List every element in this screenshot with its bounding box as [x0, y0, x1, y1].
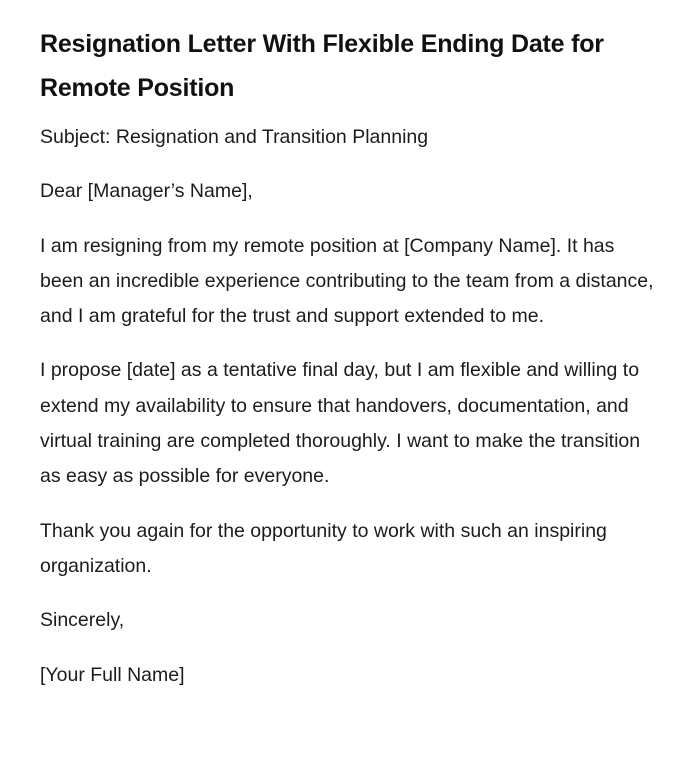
letter-paragraph-1: I am resigning from my remote position at [Company Name]. It has been an incredible experience contributing to the team from a distance, and I am grateful for the trust and support extended to me.	[40, 234, 654, 328]
letter-closing: Sincerely,	[40, 609, 125, 632]
letter-paragraph-2: I propose [date] as a tentative final day, but I am flexible and willing to extend my availability to ensure that handovers, documentation, and virtual training are completed thoroughly. I want to make the transition as easy as possible for everyone.	[40, 359, 641, 488]
letter-signature: [Your Full Name]	[40, 663, 185, 686]
letter-salutation: Dear [Manager’s Name],	[40, 180, 253, 203]
letter-subject: Subject: Resignation and Transition Planning	[40, 126, 429, 148]
letter-title: Resignation Letter With Flexible Ending Date for Remote Position	[40, 30, 604, 102]
letter-paragraph-3: Thank you again for the opportunity to work with such an inspiring organization.	[40, 519, 607, 577]
